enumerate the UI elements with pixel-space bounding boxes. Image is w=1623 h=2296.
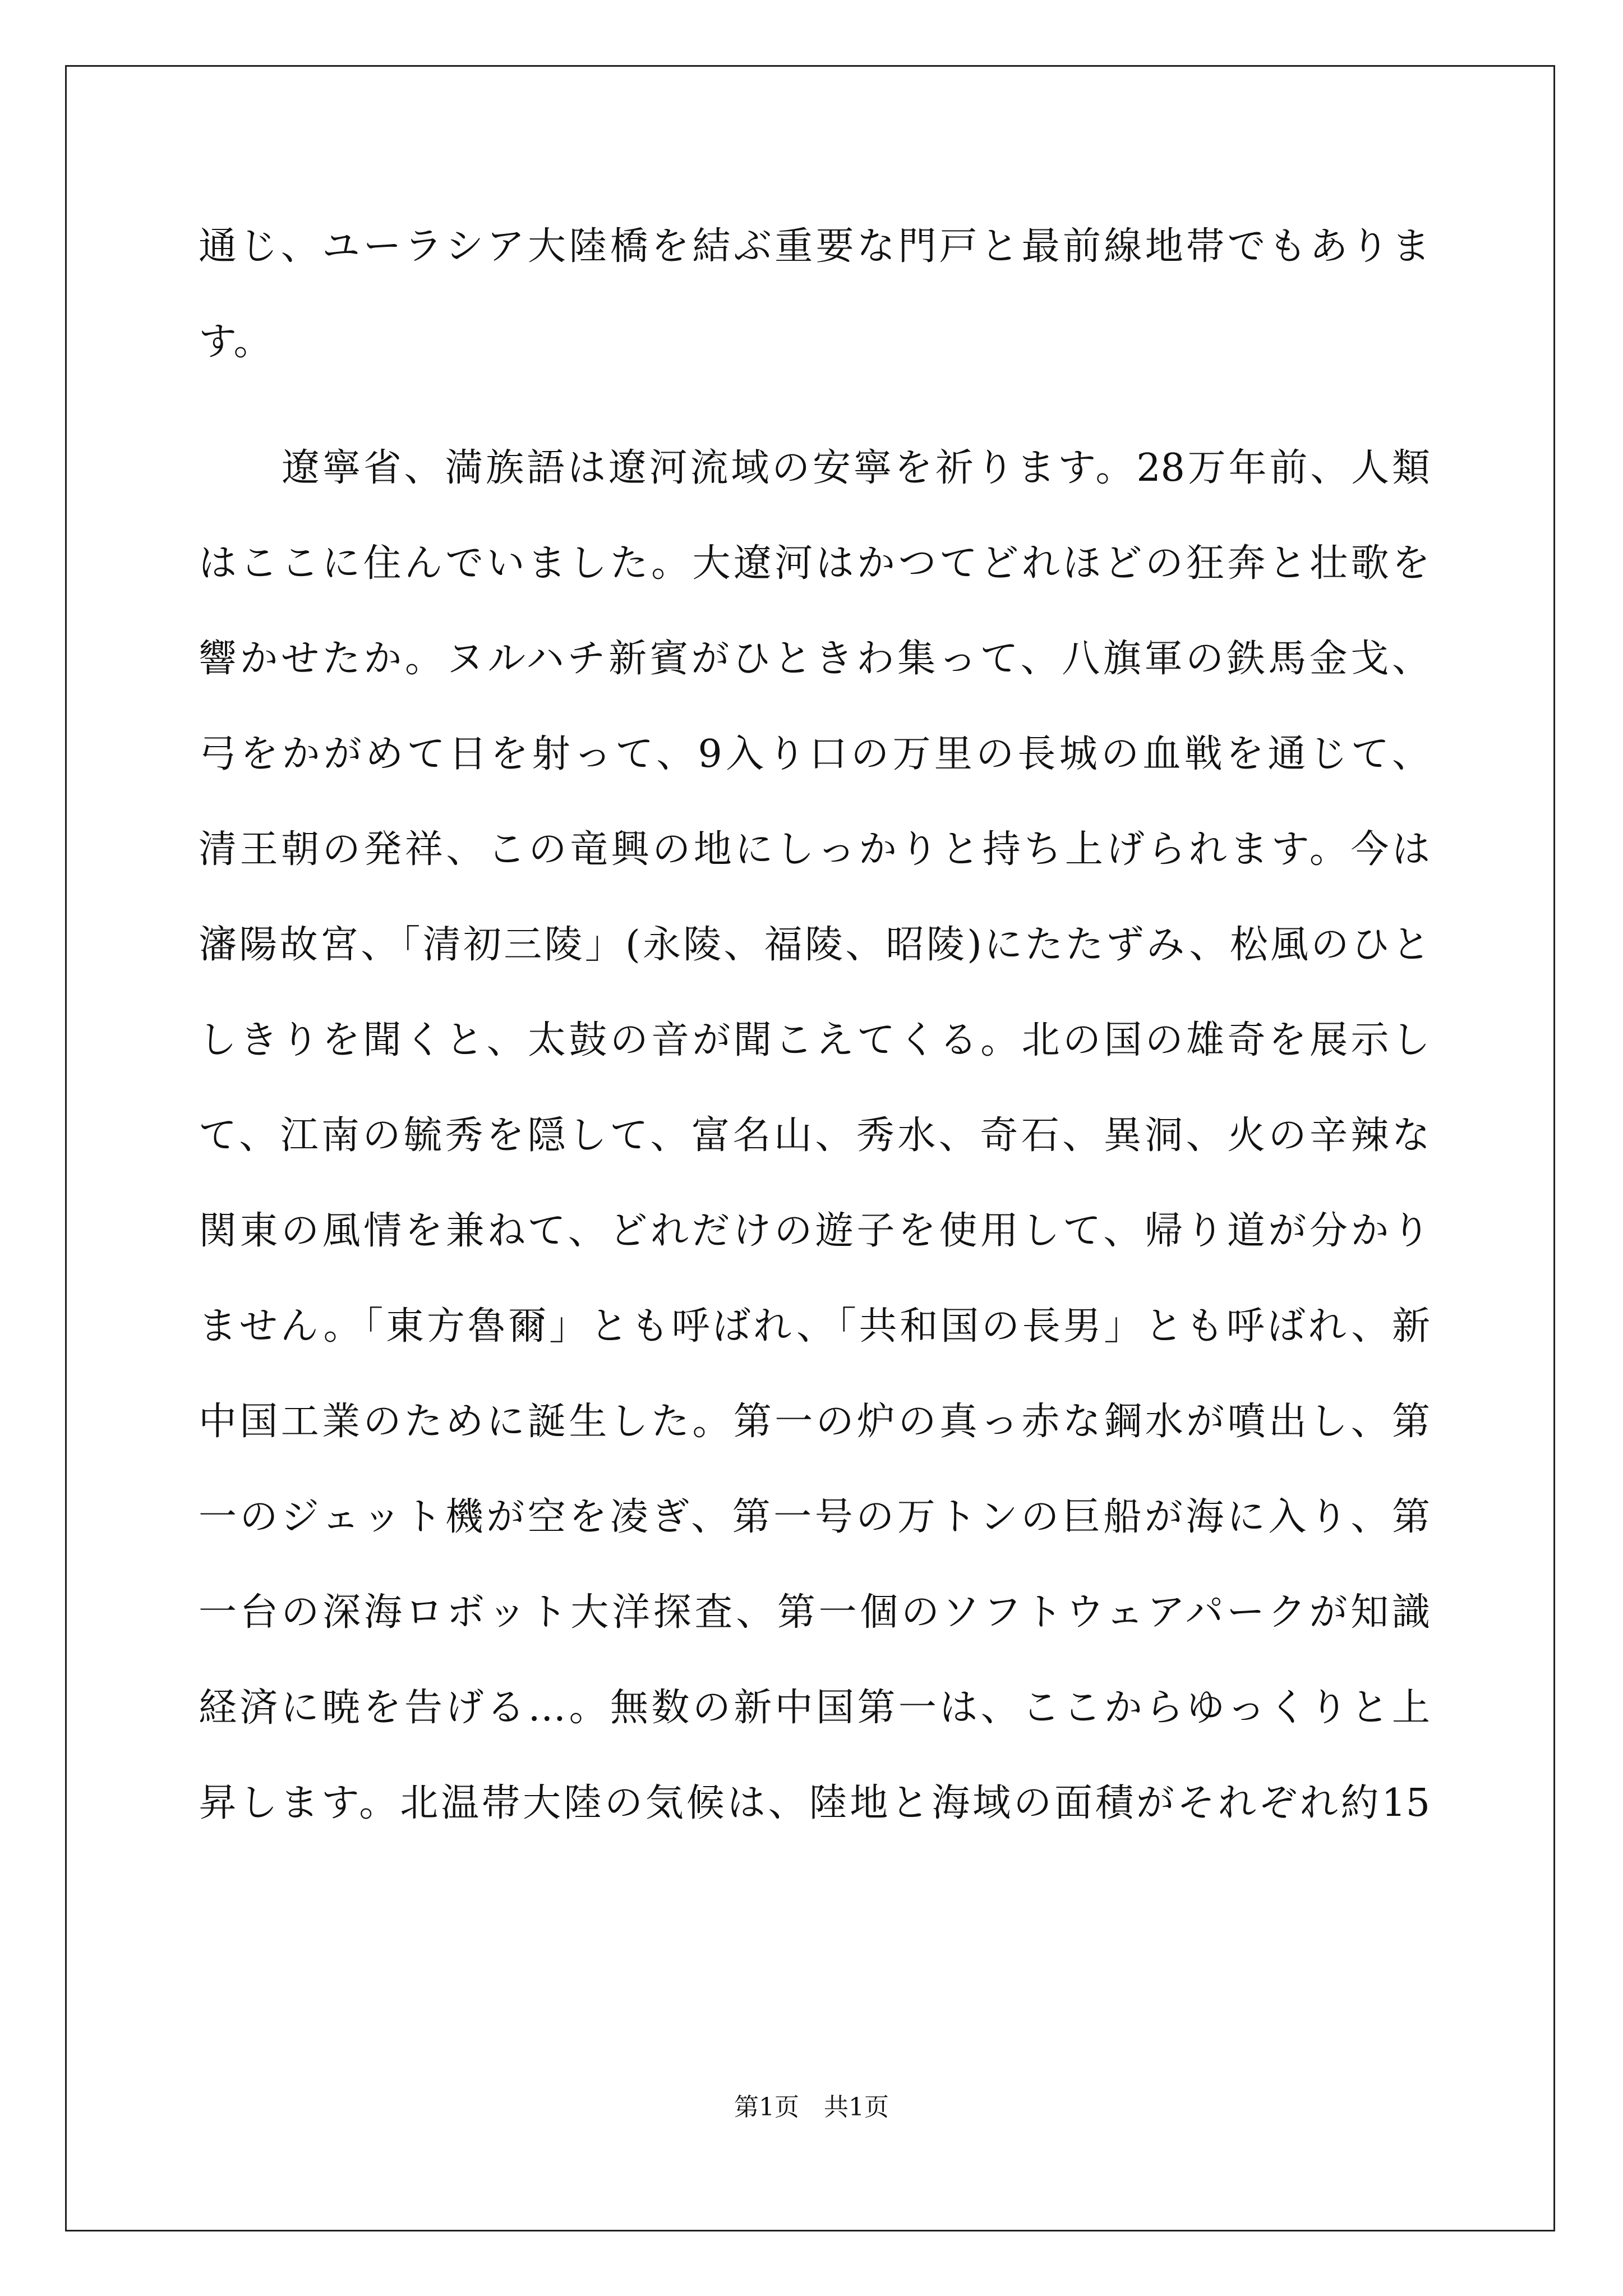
text-line: 一台の深海ロボット大洋探査、第一個のソフトウェアパークが知識 <box>199 1590 1430 1635</box>
page-number-footer: 第1页 共1页 <box>734 2093 889 2122</box>
text-line: 遼寧省、満族語は遼河流域の安寧を祈ります。28万年前、人類 <box>282 446 1430 490</box>
text-line: 中国工業のために誕生した。第一の炉の真っ赤な鋼水が噴出し、第 <box>199 1400 1430 1444</box>
text-line: 弓をかがめて日を射って、9入り口の万里の長城の血戦を通じて、 <box>199 732 1430 776</box>
text-line: 清王朝の発祥、この竜興の地にしっかりと持ち上げられます。今は <box>199 827 1430 872</box>
text-line: て、江南の毓秀を隠して、富名山、秀水、奇石、異洞、火の辛辣な <box>199 1114 1430 1158</box>
text-line: 響かせたか。ヌルハチ新賓がひときわ集って、八旗軍の鉄馬金戈、 <box>199 637 1430 681</box>
text-line: しきりを聞くと、太鼓の音が聞こえてくる。北の国の雄奇を展示し <box>199 1018 1430 1062</box>
text-line: ません。「東方魯爾」とも呼ばれ、「共和国の長男」とも呼ばれ、新 <box>199 1304 1430 1349</box>
text-line: 関東の風情を兼ねて、どれだけの遊子を使用して、帰り道が分かり <box>199 1209 1430 1253</box>
text-line: 昇します。北温帯大陸の気候は、陸地と海域の面積がそれぞれ約15 <box>199 1781 1430 1825</box>
text-line: す。 <box>199 320 272 364</box>
text-line: 一のジェット機が空を凌ぎ、第一号の万トンの巨船が海に入り、第 <box>199 1495 1430 1539</box>
text-line: はここに住んでいました。大遼河はかつてどれほどの狂奔と壮歌を <box>199 541 1430 586</box>
text-line: 瀋陽故宮、「清初三陵」(永陵、福陵、昭陵)にたたずみ、松風のひと <box>199 923 1430 967</box>
text-line: 経済に暁を告げる…。無数の新中国第一は、ここからゆっくりと上 <box>199 1686 1430 1730</box>
text-line: 通じ、ユーラシア大陸橋を結ぶ重要な門戸と最前線地帯でもありま <box>199 224 1430 269</box>
